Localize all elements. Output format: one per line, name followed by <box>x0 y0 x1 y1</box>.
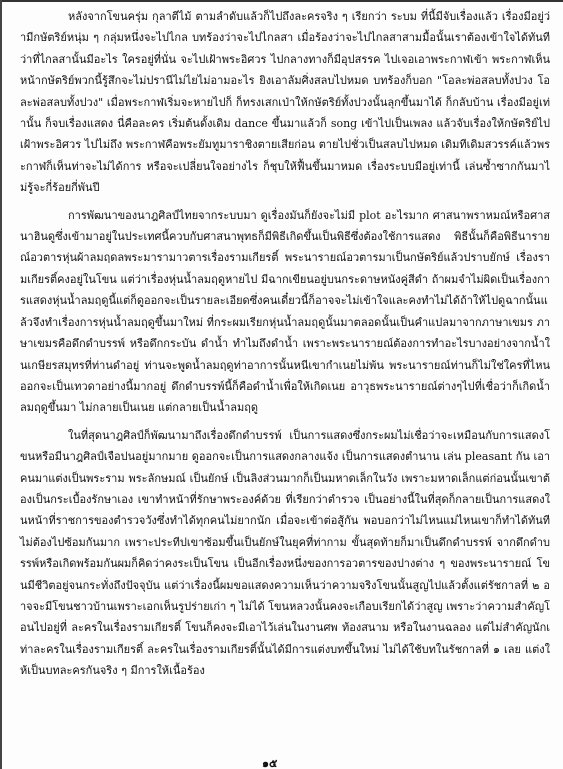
page-left-edge <box>0 0 2 769</box>
paragraph-2: การพัฒนาของนาฎศิลป์ไทยจากระบบมา ดูเรื่องมันก็ยังจะไม่มี plot อะไรมาก ศาสนาพราหมณ์หรือศาสนาฮินดูซึ่งเข้ามาอยู่ในประเทศนี้ควบกับศาสนาพุทธก็มีพิธีเกิดขึ้นเป็นพิธีซึ่งต้องใช้การแสดง พิธีนั้นก็คือพิธีนารายณ์อวตารหุ่นผ้าลมฤดลพระมารามาวตารเรื่องรามเกียรติ์ พระนารายณ์อวตารมาเป็นกษัตริย์แล้วปราบยักษ์ เรื่องรามเกียรติ์คงอยู่ในโขน แต่ว่าเรื่องหุ่นน้ำลมฤดูหายไป มีฉากเขียนอยู่บนกระดาษหนังคู่สีดำ ถ้าผมจำไม่ผิดเป็นเรื่องการแสดงหุ่นน้ำลมฤดูนี้แต่ก็ดูออกจะเป็นรายละเอียดซึ่งคนเดี๋ยวนี้ก็อาจจะไม่เข้าใจและคงทำไม่ได้ถ้าให้ไปดูฉากนั้นแล้วจึงทำเรื่องการหุ่นน้ำลมฤดูขึ้นมาใหม่ ที่กระผมเรียกหุ่นน้ำลมฤดูนั้นมาตลอดนั้นเป็นคำแปลมาจากภาษาเขมร ภาษาเขมรคือดึกดำบรรพ์ หรือดึกกระบัน ดำน้ำ ทำไมถึงดำน้ำ เพราะพระนารายณ์ต้องการทำอะไรบางอย่างจากน้ำในเกษียรสมุทรที่ท่านดำอยู่ ท่านจะพูดน้ำลมฤดูท่าอาการนั้นหนีเขากำเนยไม่พ้น พระนารายณ์ท่านก็ไม่ใช่ใครที่ไหน ออกจะเป็นเทวดาอย่างนี้มากอยู่ ดึกดำบรรพ์นี้ก็คือดำน้ำเพื่อให้เกิดเนย อาวุธพระนารายณ์ต่างๆไปที่เชื่อว่าก็เกิดน้ำลมฤดูขึ้นมา ไม่กลายเป็นเนย แต่กลายเป็นน้ำลมฤดู <box>20 208 550 415</box>
page-top-edge <box>0 0 563 2</box>
paragraph-3: ในที่สุดนาฎศิลป์ก็พัฒนามาถึงเรื่องดึกดำบรรพ์ เป็นการแสดงซึ่งกระผมไม่เชื่อว่าจะเหมือนกับการแสดงโขนหรือมีนาฎศิลป์เจือปนอยู่มากมาย ดูออกจะเป็นการแสดงกลางแจ้ง เป็นการแสดงตำนาน เล่น pleasant กัน เอาคนมาแต่งเป็นพระราม พระลักษมณ์ เป็นยักษ์ เป็นลิงส่วนมากก็เป็นมหาดเล็กในวัง เพราะมหาดเล็กแต่ก่อนนั้นเขาต้องเป็นกระเบื้องรักษาเอง เขาทำหน้าที่รักษาพระองค์ด้วย ที่เรียกว่าตำรวจ เป็นอย่างนี้ในที่สุดก็กลายเป็นการแสดงในหน้าที่ราชการของตำรวจวังซึ่งทำได้ทุกคนไม่ยากนัก เมื่อจะเข้าต่อสู้กัน พอบอกว่าไม่ไหนแม่ไหนเขาก็ทำได้ทันที ไม่ต้องไปซ้อมกันมาก เพราะประทีปเขาซ้อมขึ้นเป็นยักษ์ในยุคที่ท่ากาม ขั้นสุดท้ายก็มาเป็นดึกดำบรรพ์ จากดึกดำบรรพ์หรือเกิดพร้อมกันผมก็คิดว่าคงระเป็นโขน เป็นอีกเรื่องหนึ่งของการอวตารของปางต่าง ๆ ของพระนารายณ์ โขนมีชีวิตอยู่จนกระทั่งถึงปัจจุบัน แต่ว่าเรื่องนี้ผมขอแสดงความเห็นว่าความจริงโขนนั้นสูญไปแล้วตั้งแต่รัชกาลที่ ๒ อาจจะมีโขนชาวบ้านเพราะเอกเห็นรูปร่ายเก่า ๆ ไม่ได้ โขนหลวงนั้นคงจะเกือบเรียกได้ว่าสูญ เพราะว่าความสำคัญโอนไปอยู่ที่ ละครในเรื่องรามเกียรติ์ โขนก็คงจะมีเอาไว้เล่นในงานศพ ท้องสนาม หรือในงานฉลอง แต่ไม่สำคัญนักเท่าละครในเรื่องรามเกียรติ์ ละครในเรื่องรามเกียรติ์นั้นได้มีการแต่งบทขึ้นใหม่ ไม่ได้ใช้บทในรัชกาลที่ ๑ เลย แต่งให้เป็นบทละครกันจริง ๆ มีการให้เนื้อร้อง <box>20 428 550 678</box>
paragraph-1: หลังจากโขนครุ่ม กุลาตีไม้ ตามลำดับแล้วก็ไปถึงละครจริง ๆ เรียกว่า ระบม ที่นี้มีจับเรื่องแล้ว เรื่องมีอยู่ว่ามีกษัตริย์หนุ่ม ๆ กลุ่มหนึ่งจะไปไกล บทร้องว่าจะไปไกลสา เมื่อร้องว่าจะไปไกลสาสามมื้อนั้นเราต้องเข้าใจได้ทันทีว่าที่ไกลสานั้นมีอะไร ใครอยู่ที่นั่น จะไปเฝ้าพระอิศวร ไปกลางทางก็มีอุปสรรค ไปเจอเอาพระกาฬเข้า พระกาฬเห็นหน้ากษัตริย์พวกนี้รู้สึกจะไม่ปรานีไม่ไยไม่อามอะไร ยิงเอาลัมศิ่งสลบไปหมด บทร้องก็บอก "โอละพ่อสลบทั้งปวง โอละพ่อสลบทั้งปวง" เมื่อพระกาฬเริ่มจะหายไปก็ ก็ทรงเสกเป่าให้กษัตริย์ทั้งปวงนั้นลุกขึ้นมาได้ ก็กลับบ้าน เรื่องมีอยู่เท่านั้น ก็จบเรื่องแสดง นี่คือละคร เริ่มต้นดั้งเดิม dance ขึ้นมาแล้วก็ song เข้าไปเป็นเพลง แล้วจับเรื่องให้กษัตริย์ไปเฝ้าพระอิศวร ไปไม่ถึง พระกาฬคือพระยัมทูมาราชิงตายเสียก่อน ตายไปชั่วเป็นสลบไปหมด เดิมทีเดิมสวรรค์แล้วพระกาฬก็เห็นท่าจะไม่ได้การ หรือจะเปลี่ยนใจอย่างไร ก็ชุบให้ฟื้นขึ้นมาหมด เรื่องระบบมีอยู่เท่านี้ เล่นซ้ำซากกันมาไม่รู้จะกี่ร้อยกี่พันปี <box>20 10 550 195</box>
body-text <box>20 6 550 682</box>
page-number: ๑๕ <box>262 757 278 769</box>
